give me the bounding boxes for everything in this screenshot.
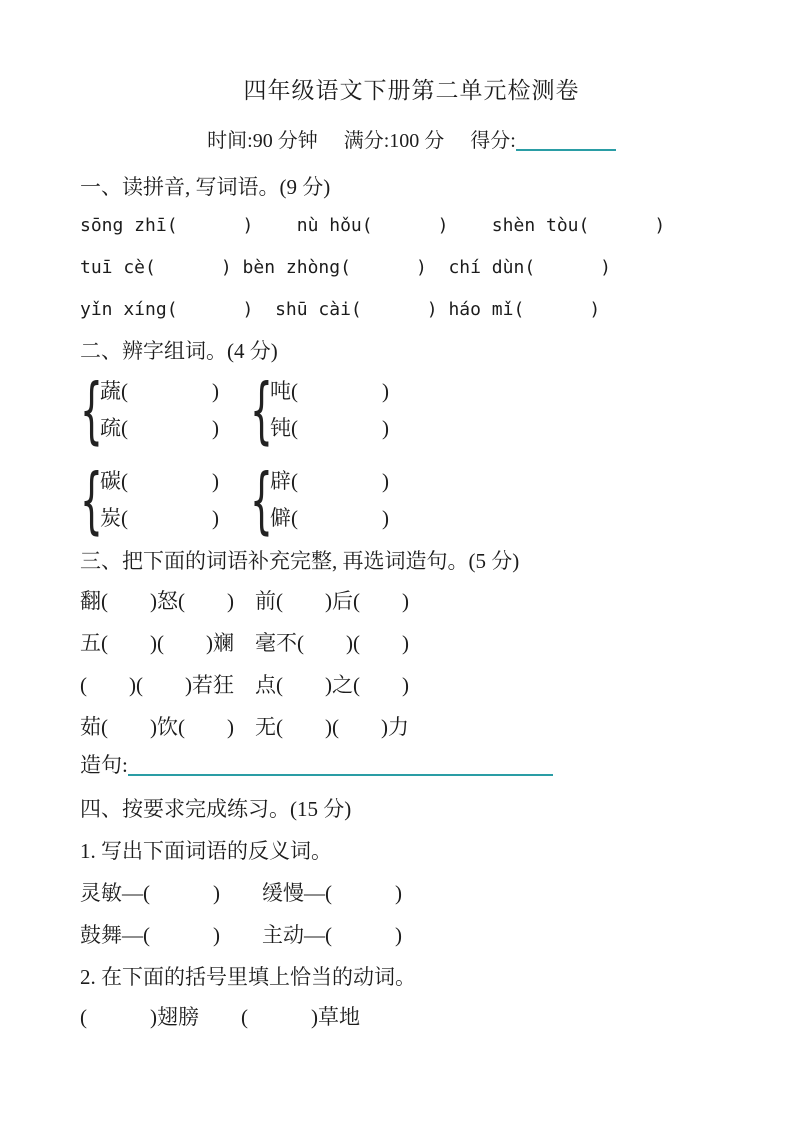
word-blank: 钝( ) [270,416,389,440]
score-label: 得分: [470,130,516,152]
group-lines [270,468,389,532]
full-score-label: 满分:100 分 [343,130,445,152]
word-blank: 炭( ) [100,506,219,530]
sub-question-2: 2. 在下面的括号里填上恰当的动词。 [80,965,416,989]
word-blank: 碳( ) [100,469,219,493]
character-compare-group-1 [80,368,250,452]
sentence-blank-line [128,754,553,776]
section-1-heading: 一、读拼音, 写词语。(9 分) [80,175,331,199]
sentence-line [80,752,743,778]
exam-info-line [80,128,743,154]
pinyin-row-3: yǐn xíng( ) shū cài( ) háo mǐ( ) [80,299,601,320]
brace-icon: { [80,368,103,452]
score-field [470,128,616,154]
group-lines [100,378,219,442]
brace-icon: { [250,368,273,452]
word-blank: 僻( ) [270,506,389,530]
group-lines [100,468,219,532]
word-blank: 蔬( ) [100,379,219,403]
fill-word-row-2: 五( )( )斓 毫不( )( ) [80,631,409,655]
antonym-row-2: 鼓舞—( ) 主动—( ) [80,923,402,947]
sentence-label: 造句: [80,753,128,777]
character-compare-group-3 [80,458,250,542]
antonym-row-1: 灵敏—( ) 缓慢—( ) [80,881,402,905]
score-blank-line [516,129,616,151]
character-compare-grid [80,368,743,542]
group-lines [270,378,389,442]
fill-word-row-4: 茹( )饮( ) 无( )( )力 [80,715,409,739]
pinyin-row-2: tuī cè( ) bèn zhòng( ) chí dùn( ) [80,257,612,278]
sub-question-1: 1. 写出下面词语的反义词。 [80,839,332,863]
word-blank: 吨( ) [270,379,389,403]
section-4-heading: 四、按要求完成练习。(15 分) [80,797,352,821]
word-blank: 疏( ) [100,416,219,440]
exam-title: 四年级语文下册第二单元检测卷 [243,78,580,103]
character-compare-group-2 [250,368,389,452]
word-blank: 辟( ) [270,469,389,493]
brace-icon: { [80,458,103,542]
verb-fill-row: ( )翅膀 ( )草地 [80,1005,360,1029]
fill-word-row-3: ( )( )若狂 点( )之( ) [80,673,409,697]
time-label: 时间:90 分钟 [207,130,318,152]
pinyin-row-1: sōng zhī( ) nù hǒu( ) shèn tòu( ) [80,215,666,236]
section-3-heading: 三、把下面的词语补充完整, 再选词造句。(5 分) [80,549,520,573]
section-2-heading: 二、辨字组词。(4 分) [80,339,278,363]
character-compare-group-4 [250,458,389,542]
fill-word-row-1: 翻( )怒( ) 前( )后( ) [80,589,409,613]
brace-icon: { [250,458,273,542]
